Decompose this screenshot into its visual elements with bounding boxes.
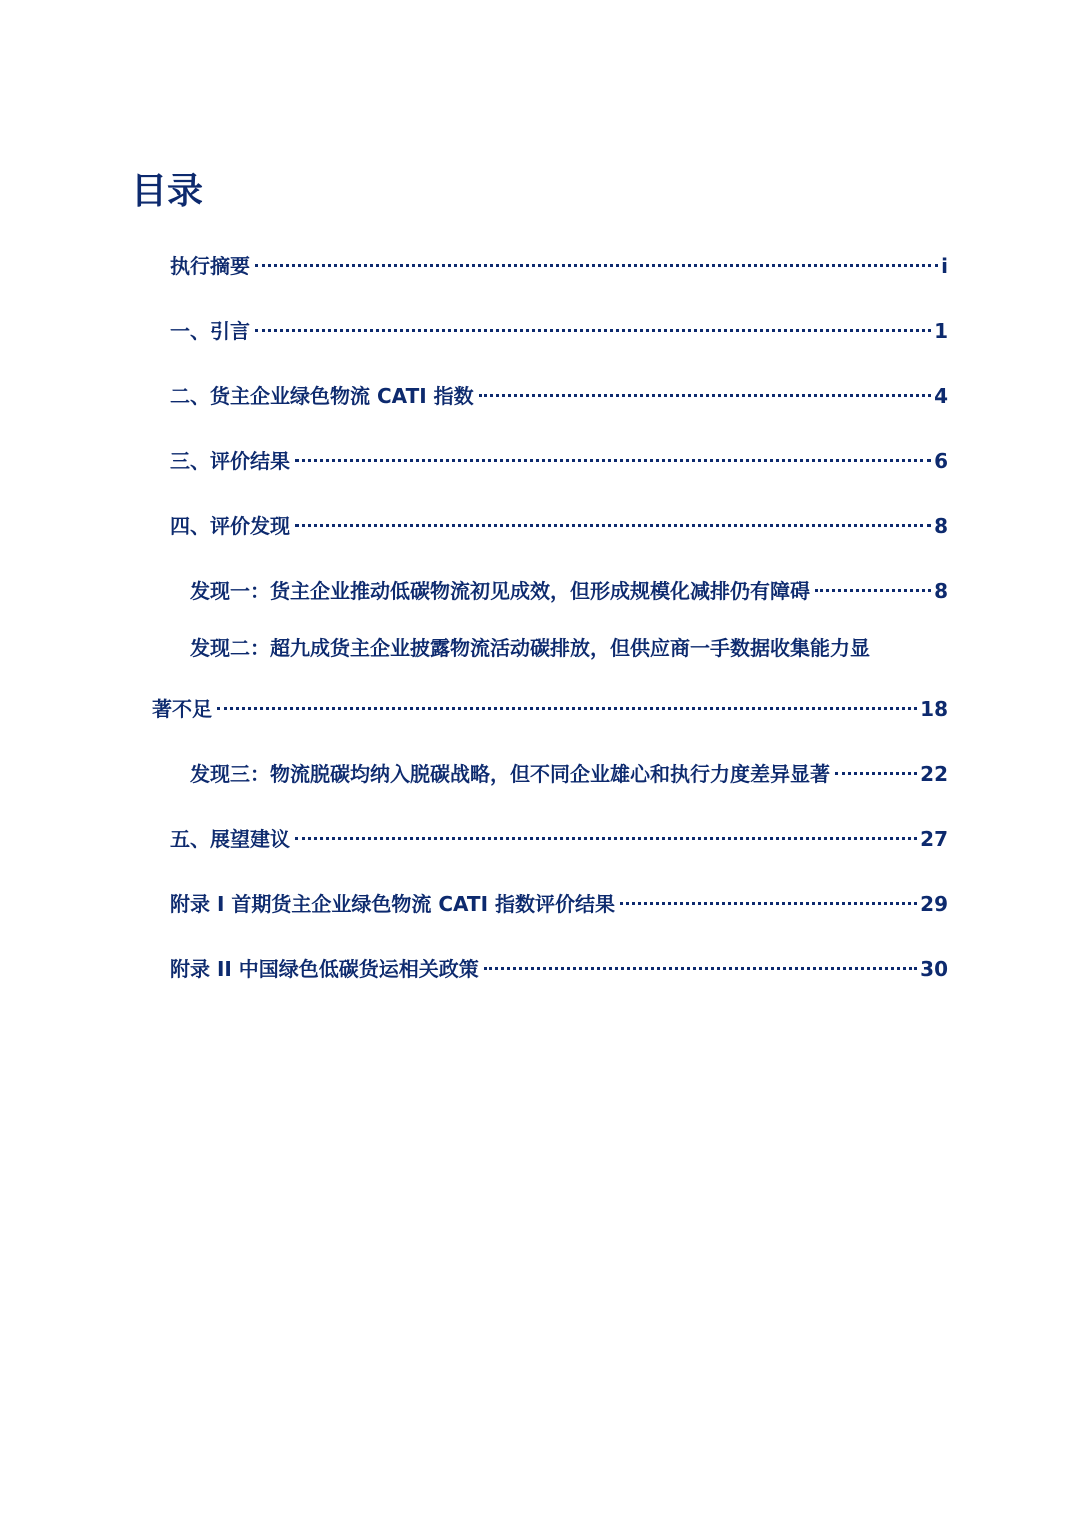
toc-page-number: 18 xyxy=(920,697,948,721)
dot-leader xyxy=(835,751,917,781)
toc-page-number: 1 xyxy=(934,319,948,343)
toc-entry-appendix-2[interactable] xyxy=(170,946,948,984)
toc-entry-label: 附录 II 中国绿色低碳货运相关政策 xyxy=(170,957,479,981)
dot-leader xyxy=(295,503,931,533)
toc-entry-outlook[interactable] xyxy=(170,816,948,854)
toc-entry-cati-index[interactable] xyxy=(170,373,948,411)
toc-entry-label: 四、评价发现 xyxy=(170,514,290,538)
toc-page-number: 22 xyxy=(920,762,948,786)
toc-entry-finding-3[interactable] xyxy=(190,751,948,789)
toc-entry-label: 发现三：物流脱碳均纳入脱碳战略，但不同企业雄心和执行力度差异显著 xyxy=(190,762,830,786)
toc-page-number: 29 xyxy=(920,892,948,916)
toc-title: 目录 xyxy=(131,171,204,212)
toc-page-number: 8 xyxy=(934,579,948,603)
toc-page-number: 30 xyxy=(920,957,948,981)
toc-entry-evaluation-findings[interactable] xyxy=(170,503,948,541)
toc-entry-finding-2[interactable] xyxy=(152,686,948,724)
dot-leader xyxy=(620,881,917,911)
toc-entry-label: 著不足 xyxy=(152,697,212,721)
toc-entry-label: 二、货主企业绿色物流 CATI 指数 xyxy=(170,384,474,408)
dot-leader xyxy=(295,816,917,846)
dot-leader xyxy=(217,686,917,716)
toc-entry-introduction[interactable] xyxy=(170,308,948,346)
toc-entry-finding-1[interactable] xyxy=(190,568,948,606)
toc-entry-label: 执行摘要 xyxy=(170,254,250,278)
toc-entry-label: 发现一：货主企业推动低碳物流初见成效，但形成规模化减排仍有障碍 xyxy=(190,579,810,603)
toc-entry-label: 一、引言 xyxy=(170,319,250,343)
toc-entry-label: 附录 I 首期货主企业绿色物流 CATI 指数评价结果 xyxy=(170,892,615,916)
toc-entry-appendix-1[interactable] xyxy=(170,881,948,919)
dot-leader xyxy=(255,243,938,273)
dot-leader xyxy=(815,568,931,598)
dot-leader xyxy=(255,308,931,338)
toc-page-number: 27 xyxy=(920,827,948,851)
toc-entry-label: 五、展望建议 xyxy=(170,827,290,851)
dot-leader xyxy=(295,438,931,468)
toc-entry-finding-2-line1[interactable]: 发现二：超九成货主企业披露物流活动碳排放，但供应商一手数据收集能力显 xyxy=(190,636,870,660)
toc-page-number: 8 xyxy=(934,514,948,538)
toc-entry-executive-summary[interactable] xyxy=(170,243,948,281)
toc-page-number: 4 xyxy=(934,384,948,408)
dot-leader xyxy=(479,373,931,403)
toc-page-number: 6 xyxy=(934,449,948,473)
dot-leader xyxy=(484,946,917,976)
toc-entry-label: 三、评价结果 xyxy=(170,449,290,473)
toc-entry-evaluation-results[interactable] xyxy=(170,438,948,476)
toc-page-number: i xyxy=(941,254,948,278)
